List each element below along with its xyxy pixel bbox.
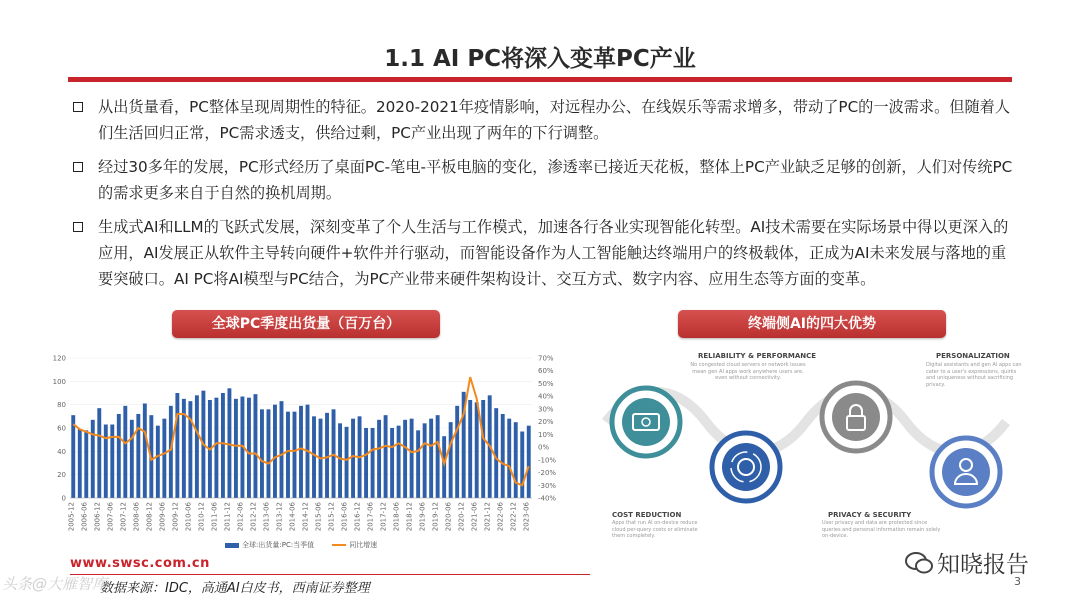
- bar: [449, 422, 453, 498]
- bar: [214, 398, 218, 498]
- bar: [78, 429, 82, 498]
- bar: [494, 408, 498, 498]
- x-tick-label: 2017-12: [379, 502, 388, 532]
- bar: [280, 401, 284, 498]
- bar: [377, 420, 381, 498]
- bullet-text: 经过30多年的发展，PC形式经历了桌面PC-笔电-平板电脑的变化，渗透率已接近天花板，整体上PC产业缺乏足够的创新，人们对传统PC的需求更多来自于自然的换机周期。: [98, 158, 1013, 202]
- y-right-tick-label: 30%: [538, 405, 554, 414]
- money-icon: [612, 388, 680, 456]
- bullet-text: 从出货量看，PC整体呈现周期性的特征。2020-2021年疫情影响，对远程办公、在线娱乐等需求增多，带动了PC的一波需求。但随着人们生活回归正常，PC需求透支，供给过剩，PC产业出现了两年的下行调整。: [98, 98, 1011, 142]
- x-tick-label: 2009-12: [171, 502, 180, 532]
- diagram-title-banner: 终端侧AI的四大优势: [678, 310, 946, 338]
- y-right-tick-label: 0%: [538, 443, 550, 452]
- legend-item-yoy: [332, 540, 377, 550]
- y-left-tick-label: 60: [57, 424, 66, 433]
- diagram-heading: COST REDUCTION: [612, 511, 682, 519]
- bar: [345, 427, 349, 498]
- bar: [364, 428, 368, 498]
- bar: [253, 394, 257, 498]
- x-tick-label: 2011-06: [210, 502, 219, 532]
- bar: [501, 414, 505, 498]
- bullet-item: [72, 94, 1020, 146]
- bar: [117, 414, 121, 498]
- y-right-tick-label: -30%: [538, 481, 557, 490]
- legend-line-swatch: [332, 544, 346, 546]
- legend-item-shipments: [225, 540, 314, 550]
- y-right-tick-label: 40%: [538, 392, 554, 401]
- x-tick-label: 2010-06: [184, 502, 193, 532]
- bar: [97, 408, 101, 498]
- y-right-tick-label: 50%: [538, 379, 554, 388]
- chart-title-banner: 全球PC季度出货量（百万台）: [172, 310, 440, 338]
- y-left-tick-label: 80: [57, 401, 66, 410]
- data-source-note: 数据来源：IDC，高通AI白皮书，西南证券整理: [100, 581, 370, 596]
- x-tick-label: 2007-12: [119, 502, 128, 532]
- bar: [325, 413, 329, 498]
- chart-legend: [225, 540, 377, 550]
- bar: [156, 426, 160, 498]
- bar: [71, 415, 75, 498]
- x-tick-label: 2016-12: [353, 502, 362, 532]
- y-right-tick-label: -20%: [538, 469, 557, 478]
- x-tick-label: 2015-12: [327, 502, 336, 532]
- bar: [286, 412, 290, 498]
- bar: [136, 414, 140, 498]
- diagram-heading: PRIVACY & SECURITY: [828, 511, 912, 519]
- bar: [429, 419, 433, 498]
- bar: [410, 419, 414, 498]
- diagram-heading: RELIABILITY & PERFORMANCE: [698, 352, 817, 360]
- y-left-tick-label: 100: [52, 377, 66, 386]
- x-tick-label: 2020-06: [444, 502, 453, 532]
- bar: [247, 398, 251, 498]
- x-tick-label: 2016-06: [340, 502, 349, 532]
- x-tick-label: 2023-06: [522, 501, 531, 532]
- title-divider: [68, 77, 1012, 82]
- bar: [455, 406, 459, 498]
- bar: [475, 402, 479, 498]
- x-tick-label: 2006-12: [93, 502, 102, 532]
- bar: [188, 401, 192, 498]
- diagram-text: User privacy and data are protected since queries and personal information remain solely on-device.: [822, 520, 941, 539]
- bar: [84, 430, 88, 498]
- diagram-heading: PERSONALIZATION: [936, 352, 1010, 360]
- legend-label: 全球:出货量:PC:当季值: [242, 541, 315, 549]
- x-tick-label: 2007-06: [106, 502, 115, 532]
- watermark-toutiao: 头条@大雁智库: [2, 575, 108, 593]
- bar: [468, 400, 472, 498]
- bar: [260, 409, 264, 498]
- x-tick-label: 2010-12: [197, 502, 206, 532]
- bar: [195, 395, 199, 498]
- bar: [169, 406, 173, 498]
- bar: [110, 425, 114, 499]
- bar: [351, 419, 355, 498]
- person-icon: [932, 438, 1000, 506]
- y-left-tick-label: 120: [52, 354, 66, 363]
- x-tick-label: 2008-12: [145, 502, 154, 532]
- y-right-tick-label: 20%: [538, 418, 554, 427]
- bar: [371, 428, 375, 498]
- x-tick-label: 2019-12: [431, 502, 440, 532]
- bar: [403, 420, 407, 498]
- square-bullet-icon: [73, 222, 83, 232]
- bar: [312, 416, 316, 498]
- bar: [390, 428, 394, 498]
- bar: [442, 436, 446, 498]
- y-right-tick-label: 60%: [538, 367, 554, 376]
- bar: [104, 425, 108, 499]
- square-bullet-icon: [73, 162, 83, 172]
- x-tick-label: 2018-12: [405, 502, 414, 532]
- page-number: 3: [1014, 575, 1021, 588]
- y-right-tick-label: 10%: [538, 430, 554, 439]
- x-tick-label: 2012-12: [249, 502, 258, 532]
- website-url: www.swsc.com.cn: [70, 556, 210, 571]
- bar: [162, 419, 166, 498]
- bar: [416, 430, 420, 498]
- bar: [267, 409, 271, 498]
- x-tick-label: 2021-06: [470, 502, 479, 532]
- bar: [527, 426, 531, 498]
- bar: [175, 393, 179, 498]
- bar: [273, 405, 277, 498]
- bar: [227, 388, 231, 498]
- x-tick-label: 2017-06: [366, 502, 375, 532]
- y-left-tick-label: 0: [61, 494, 66, 503]
- bar: [123, 406, 127, 498]
- x-tick-label: 2019-06: [418, 502, 427, 532]
- x-tick-label: 2005-12: [67, 502, 76, 532]
- y-right-tick-label: -40%: [538, 494, 557, 503]
- bar: [520, 432, 524, 499]
- footer-divider: [70, 574, 590, 575]
- bullet-item: [72, 214, 1020, 292]
- x-tick-label: 2021-12: [483, 502, 492, 532]
- bar: [130, 420, 134, 498]
- on-device-ai-diagram: [596, 342, 1026, 542]
- bar: [221, 393, 225, 498]
- x-tick-label: 2022-12: [509, 502, 518, 532]
- x-tick-label: 2018-06: [392, 502, 401, 532]
- legend-label: 同比增速: [349, 541, 378, 549]
- bar: [436, 415, 440, 498]
- y-left-tick-label: 40: [57, 447, 66, 456]
- diagram-text: Apps that run AI on-device reduce cloud per-query costs or eliminate them completely.: [612, 520, 698, 539]
- bar: [514, 422, 518, 498]
- y-left-tick-label: 20: [57, 471, 66, 480]
- watermark-zhixiao: [905, 546, 1029, 579]
- diagram-text: Digital assistants and gen AI apps can cater to a user's expressions, quirks and uniqueness without sacrificing privacy.: [926, 362, 1022, 388]
- bar: [384, 415, 388, 498]
- x-tick-label: 2013-12: [275, 502, 284, 532]
- y-right-tick-label: 70%: [538, 354, 554, 363]
- legend-bar-swatch: [225, 543, 239, 548]
- x-tick-label: 2020-12: [457, 502, 466, 532]
- x-tick-label: 2014-12: [301, 502, 310, 532]
- y-right-tick-label: -10%: [538, 456, 557, 465]
- gear-cycle-icon: [712, 433, 780, 501]
- x-tick-label: 2014-06: [288, 502, 297, 532]
- watermark-text: 知晓报告: [937, 552, 1029, 578]
- slide-title: 1.1 AI PC将深入变革PC产业: [384, 46, 696, 72]
- x-tick-label: 2015-06: [314, 502, 323, 532]
- bar: [397, 426, 401, 498]
- x-tick-label: 2006-06: [80, 502, 89, 532]
- x-tick-label: 2012-06: [236, 502, 245, 532]
- bar: [423, 423, 427, 498]
- bar: [299, 406, 303, 498]
- pc-shipments-chart: [40, 350, 570, 540]
- bar: [338, 423, 342, 498]
- bar: [293, 412, 297, 498]
- x-tick-label: 2009-06: [158, 502, 167, 532]
- diagram-text: No congested cloud servers or network issues mean gen AI apps work anywhere users are, even without connectivity.: [690, 362, 806, 381]
- x-tick-label: 2011-12: [223, 502, 232, 532]
- x-tick-label: 2008-06: [132, 502, 141, 532]
- bar: [91, 420, 95, 498]
- wechat-icon: [905, 551, 933, 575]
- bullet-text: 生成式AI和LLM的飞跃式发展，深刻变革了个人生活与工作模式，加速各行各业实现智能化转型。AI技术需要在实际场景中得以更深入的应用，AI发展正从软件主导转向硬件+软件并行驱动，而智能设备作为人工智能触达终端用户的终极载体，正成为AI未来发展与落地的重要突破口。AI PC将AI模型与PC结合，为PC产业带来硬件架构设计、交互方式、数字内容、应用生态等方面的变革。: [98, 218, 1009, 288]
- bar: [481, 400, 485, 498]
- bar: [507, 419, 511, 498]
- x-tick-label: 2022-06: [496, 502, 505, 532]
- bar: [234, 399, 238, 498]
- bullet-list: [72, 94, 1020, 300]
- bar: [143, 404, 147, 499]
- square-bullet-icon: [73, 102, 83, 112]
- bullet-item: [72, 154, 1020, 206]
- lock-icon: [822, 383, 890, 451]
- x-tick-label: 2013-06: [262, 502, 271, 532]
